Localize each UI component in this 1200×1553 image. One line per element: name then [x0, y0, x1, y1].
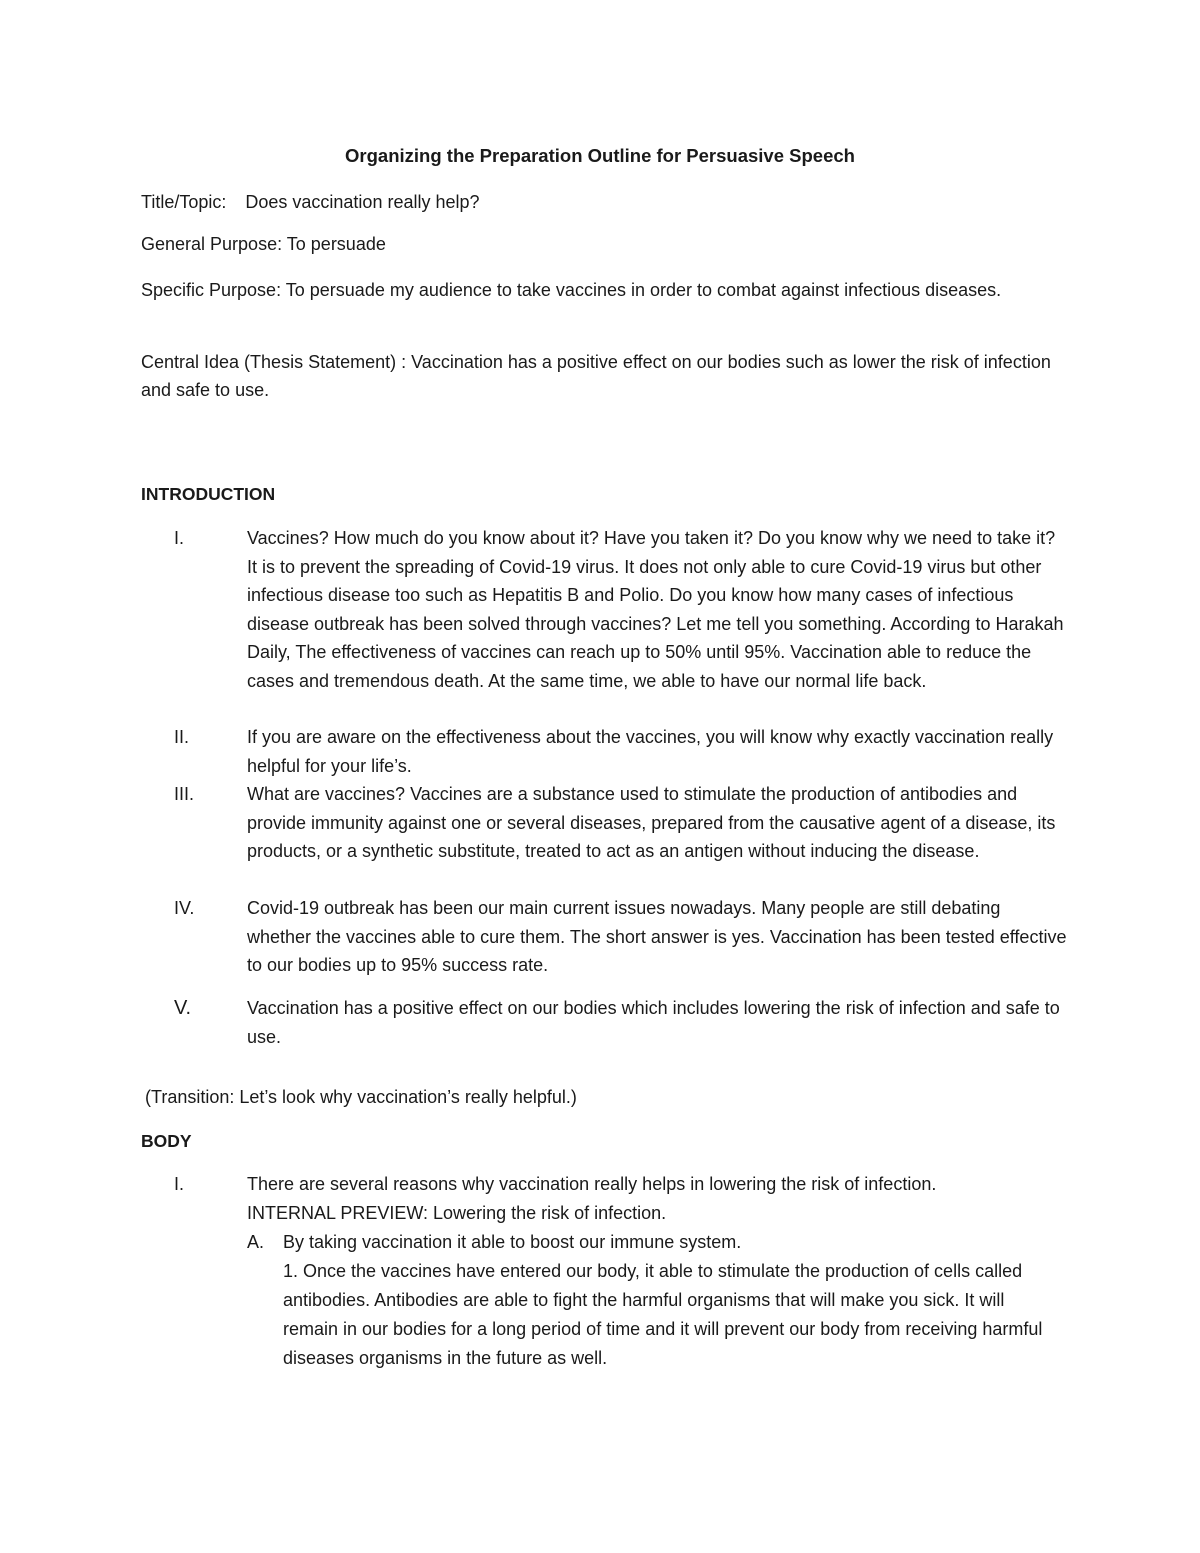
- transition-line: (Transition: Let’s look why vaccination’s really helpful.): [145, 1087, 577, 1107]
- body-item-number: I.: [174, 1174, 185, 1194]
- body-item-1: [141, 1170, 1081, 1373]
- general-purpose-value: To persuade: [286, 234, 386, 254]
- intro-item-number: IV.: [174, 898, 195, 918]
- intro-item-5: [141, 994, 1081, 1051]
- intro-item-text: What are vaccines? Vaccines are a substance used to stimulate the production of antibodies and provide immunity against one or several diseases, prepared from the causative agent of a disease, its products, or a synthetic substitute, treated to act as an antigen without inducing the disease.: [247, 784, 1056, 861]
- internal-preview: INTERNAL PREVIEW: Lowering the risk of infection.: [247, 1203, 667, 1223]
- specific-purpose-value: To persuade my audience to take vaccines in order to combat against infectious diseases.: [285, 280, 1002, 300]
- specific-purpose-line: [141, 276, 1061, 304]
- intro-item-3: [141, 780, 1081, 866]
- intro-item-text: Vaccination has a positive effect on our bodies which includes lowering the risk of infection and safe to use.: [247, 998, 1060, 1047]
- document-title: Organizing the Preparation Outline for Persuasive Speech: [345, 145, 855, 166]
- intro-item-number: V.: [174, 997, 192, 1019]
- intro-item-2: [141, 723, 1081, 780]
- specific-purpose-label: Specific Purpose:: [141, 280, 282, 300]
- central-idea-label: Central Idea (Thesis Statement) :: [141, 352, 407, 372]
- body-item-content: [247, 1170, 1067, 1373]
- introduction-heading: INTRODUCTION: [141, 484, 276, 504]
- central-idea-line: [141, 348, 1061, 404]
- general-purpose-line: [141, 230, 1061, 258]
- intro-item-text: Covid-19 outbreak has been our main current issues nowadays. Many people are still debating whether the vaccines able to cure them. The short answer is yes. Vaccination has been tested effective to our bodies up to 95% success rate.: [247, 898, 1067, 975]
- sub-point-text: By taking vaccination it able to boost our immune system.: [283, 1232, 742, 1252]
- intro-item-number: II.: [174, 727, 190, 747]
- body-heading: BODY: [141, 1131, 192, 1151]
- topic-label: Title/Topic:: [141, 192, 227, 212]
- central-idea-value: Vaccination has a positive effect on our bodies such as lower the risk of infection and safe to use.: [141, 352, 1051, 400]
- intro-item-number: I.: [174, 528, 185, 548]
- intro-item-number: III.: [174, 784, 195, 804]
- intro-item-1: [141, 524, 1081, 695]
- intro-item-text: If you are aware on the effectiveness about the vaccines, you will know why exactly vaccination really helpful for your life’s.: [247, 727, 1054, 776]
- body-item-text: There are several reasons why vaccination really helps in lowering the risk of infection.: [247, 1174, 937, 1194]
- intro-item-4: [141, 894, 1081, 980]
- sub-point-a: [247, 1228, 1067, 1257]
- intro-item-text: Vaccines? How much do you know about it? Have you taken it? Do you know why we need to take it? It is to prevent the spreading of Covid-19 virus. It does not only able to cure Covid-19 virus but other infectious disease too such as Hepatitis B and Polio. Do you know how many cases of infectious disease outbreak has been solved through vaccines? Let me tell you something. According to Harakah Daily, The effectiveness of vaccines can reach up to 50% until 95%. Vaccination able to reduce the cases and tremendous death. At the same time, we able to have our normal life back.: [247, 528, 1064, 691]
- topic-line: [141, 188, 1061, 216]
- sub-point-letter: A.: [247, 1232, 265, 1252]
- supporting-point-1: 1. Once the vaccines have entered our body, it able to stimulate the production of cells called antibodies. Antibodies are able to fight the harmful organisms that will make you sick. It will remain in our bodies for a long period of time and it will prevent our body from receiving harmful diseases organisms in the future as well.: [283, 1261, 1043, 1368]
- topic-value: Does vaccination really help?: [245, 192, 480, 212]
- general-purpose-label: General Purpose:: [141, 234, 283, 254]
